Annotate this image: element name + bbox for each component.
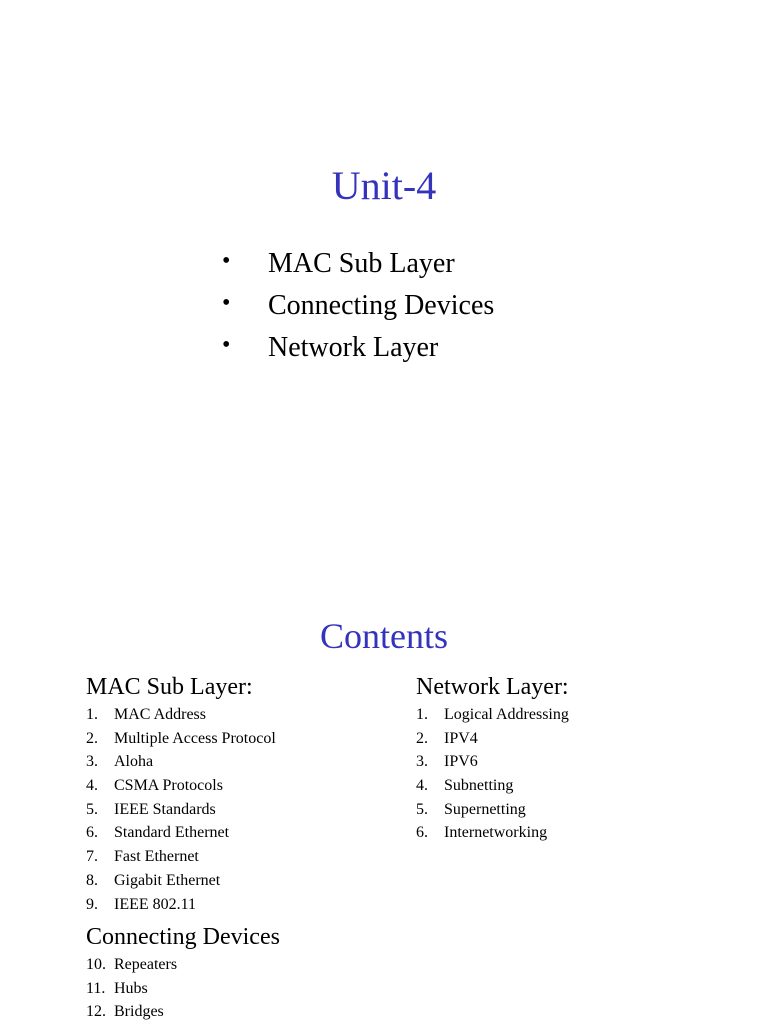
- list-item: [416, 729, 569, 753]
- connecting-devices-list: [86, 955, 177, 1024]
- bullet-list: [222, 246, 494, 372]
- list-item-number: 4.: [86, 777, 98, 795]
- list-item-number: 1.: [86, 706, 98, 723]
- list-item-number: 8.: [86, 871, 98, 889]
- list-item-number: 5.: [416, 800, 428, 818]
- list-item: [86, 823, 276, 847]
- list-item-text: Aloha: [114, 753, 154, 771]
- list-item-text: IPV6: [444, 753, 478, 771]
- list-item-number: 5.: [86, 800, 98, 818]
- bullet-icon: •: [222, 290, 231, 316]
- connecting-devices-heading: Connecting Devices: [86, 924, 280, 950]
- list-item-number: 3.: [416, 753, 428, 771]
- network-layer-list: [416, 705, 569, 847]
- list-item-number: 6.: [416, 824, 428, 842]
- list-item-text: Supernetting: [444, 800, 526, 818]
- slide-contents: [0, 512, 768, 1024]
- list-item-text: Bridges: [114, 1003, 164, 1021]
- list-item: [416, 800, 569, 824]
- list-item: [416, 776, 569, 800]
- list-item-text: Logical Addressing: [444, 706, 569, 723]
- list-item-text: Internetworking: [444, 824, 548, 842]
- list-item-number: 10.: [86, 956, 106, 973]
- list-item-text: Gigabit Ethernet: [114, 871, 221, 889]
- list-item: [86, 1002, 177, 1024]
- list-item: [86, 979, 177, 1003]
- list-item: [86, 871, 276, 895]
- bullet-icon: •: [222, 248, 231, 274]
- list-item: [416, 752, 569, 776]
- mac-sub-layer-list: [86, 705, 276, 918]
- list-item: [86, 955, 177, 979]
- bullet-item: [222, 330, 494, 372]
- slide-title: Contents: [319, 616, 448, 656]
- list-item: [86, 752, 276, 776]
- network-layer-heading: Network Layer:: [416, 674, 569, 700]
- list-item-text: Standard Ethernet: [114, 824, 230, 842]
- mac-sub-layer-heading: MAC Sub Layer:: [86, 674, 253, 700]
- list-item-text: IEEE Standards: [114, 800, 216, 818]
- list-item-text: Repeaters: [114, 956, 178, 973]
- slide-title: Unit-4: [331, 163, 437, 208]
- list-item: [86, 895, 276, 919]
- list-item-number: 12.: [86, 1003, 106, 1021]
- list-item-number: 9.: [86, 895, 98, 913]
- list-item-text: Hubs: [114, 979, 148, 997]
- list-item-number: 4.: [416, 777, 428, 795]
- list-item-number: 1.: [416, 706, 428, 723]
- list-item: [416, 823, 569, 847]
- list-item: [86, 705, 276, 729]
- list-item-text: Multiple Access Protocol: [114, 729, 276, 747]
- bullet-text: MAC Sub Layer: [268, 248, 455, 279]
- bullet-icon: •: [222, 332, 231, 358]
- list-item-text: CSMA Protocols: [114, 777, 223, 795]
- list-item-text: IPV4: [444, 729, 478, 747]
- list-item: [416, 705, 569, 729]
- list-item: [86, 776, 276, 800]
- bullet-text: Connecting Devices: [268, 290, 495, 321]
- bullet-text: Network Layer: [268, 332, 439, 363]
- list-item-number: 2.: [86, 729, 98, 747]
- list-item-number: 7.: [86, 848, 98, 866]
- list-item-text: Subnetting: [444, 777, 514, 795]
- list-item-text: IEEE 802.11: [114, 895, 197, 913]
- list-item: [86, 847, 276, 871]
- list-item-text: MAC Address: [114, 706, 207, 723]
- list-item-number: 6.: [86, 824, 98, 842]
- list-item-text: Fast Ethernet: [114, 848, 199, 866]
- list-item: [86, 729, 276, 753]
- list-item: [86, 800, 276, 824]
- list-item-number: 3.: [86, 753, 98, 771]
- list-item-number: 2.: [416, 729, 428, 747]
- bullet-item: [222, 288, 494, 330]
- bullet-item: [222, 246, 494, 288]
- list-item-number: 11.: [86, 979, 106, 997]
